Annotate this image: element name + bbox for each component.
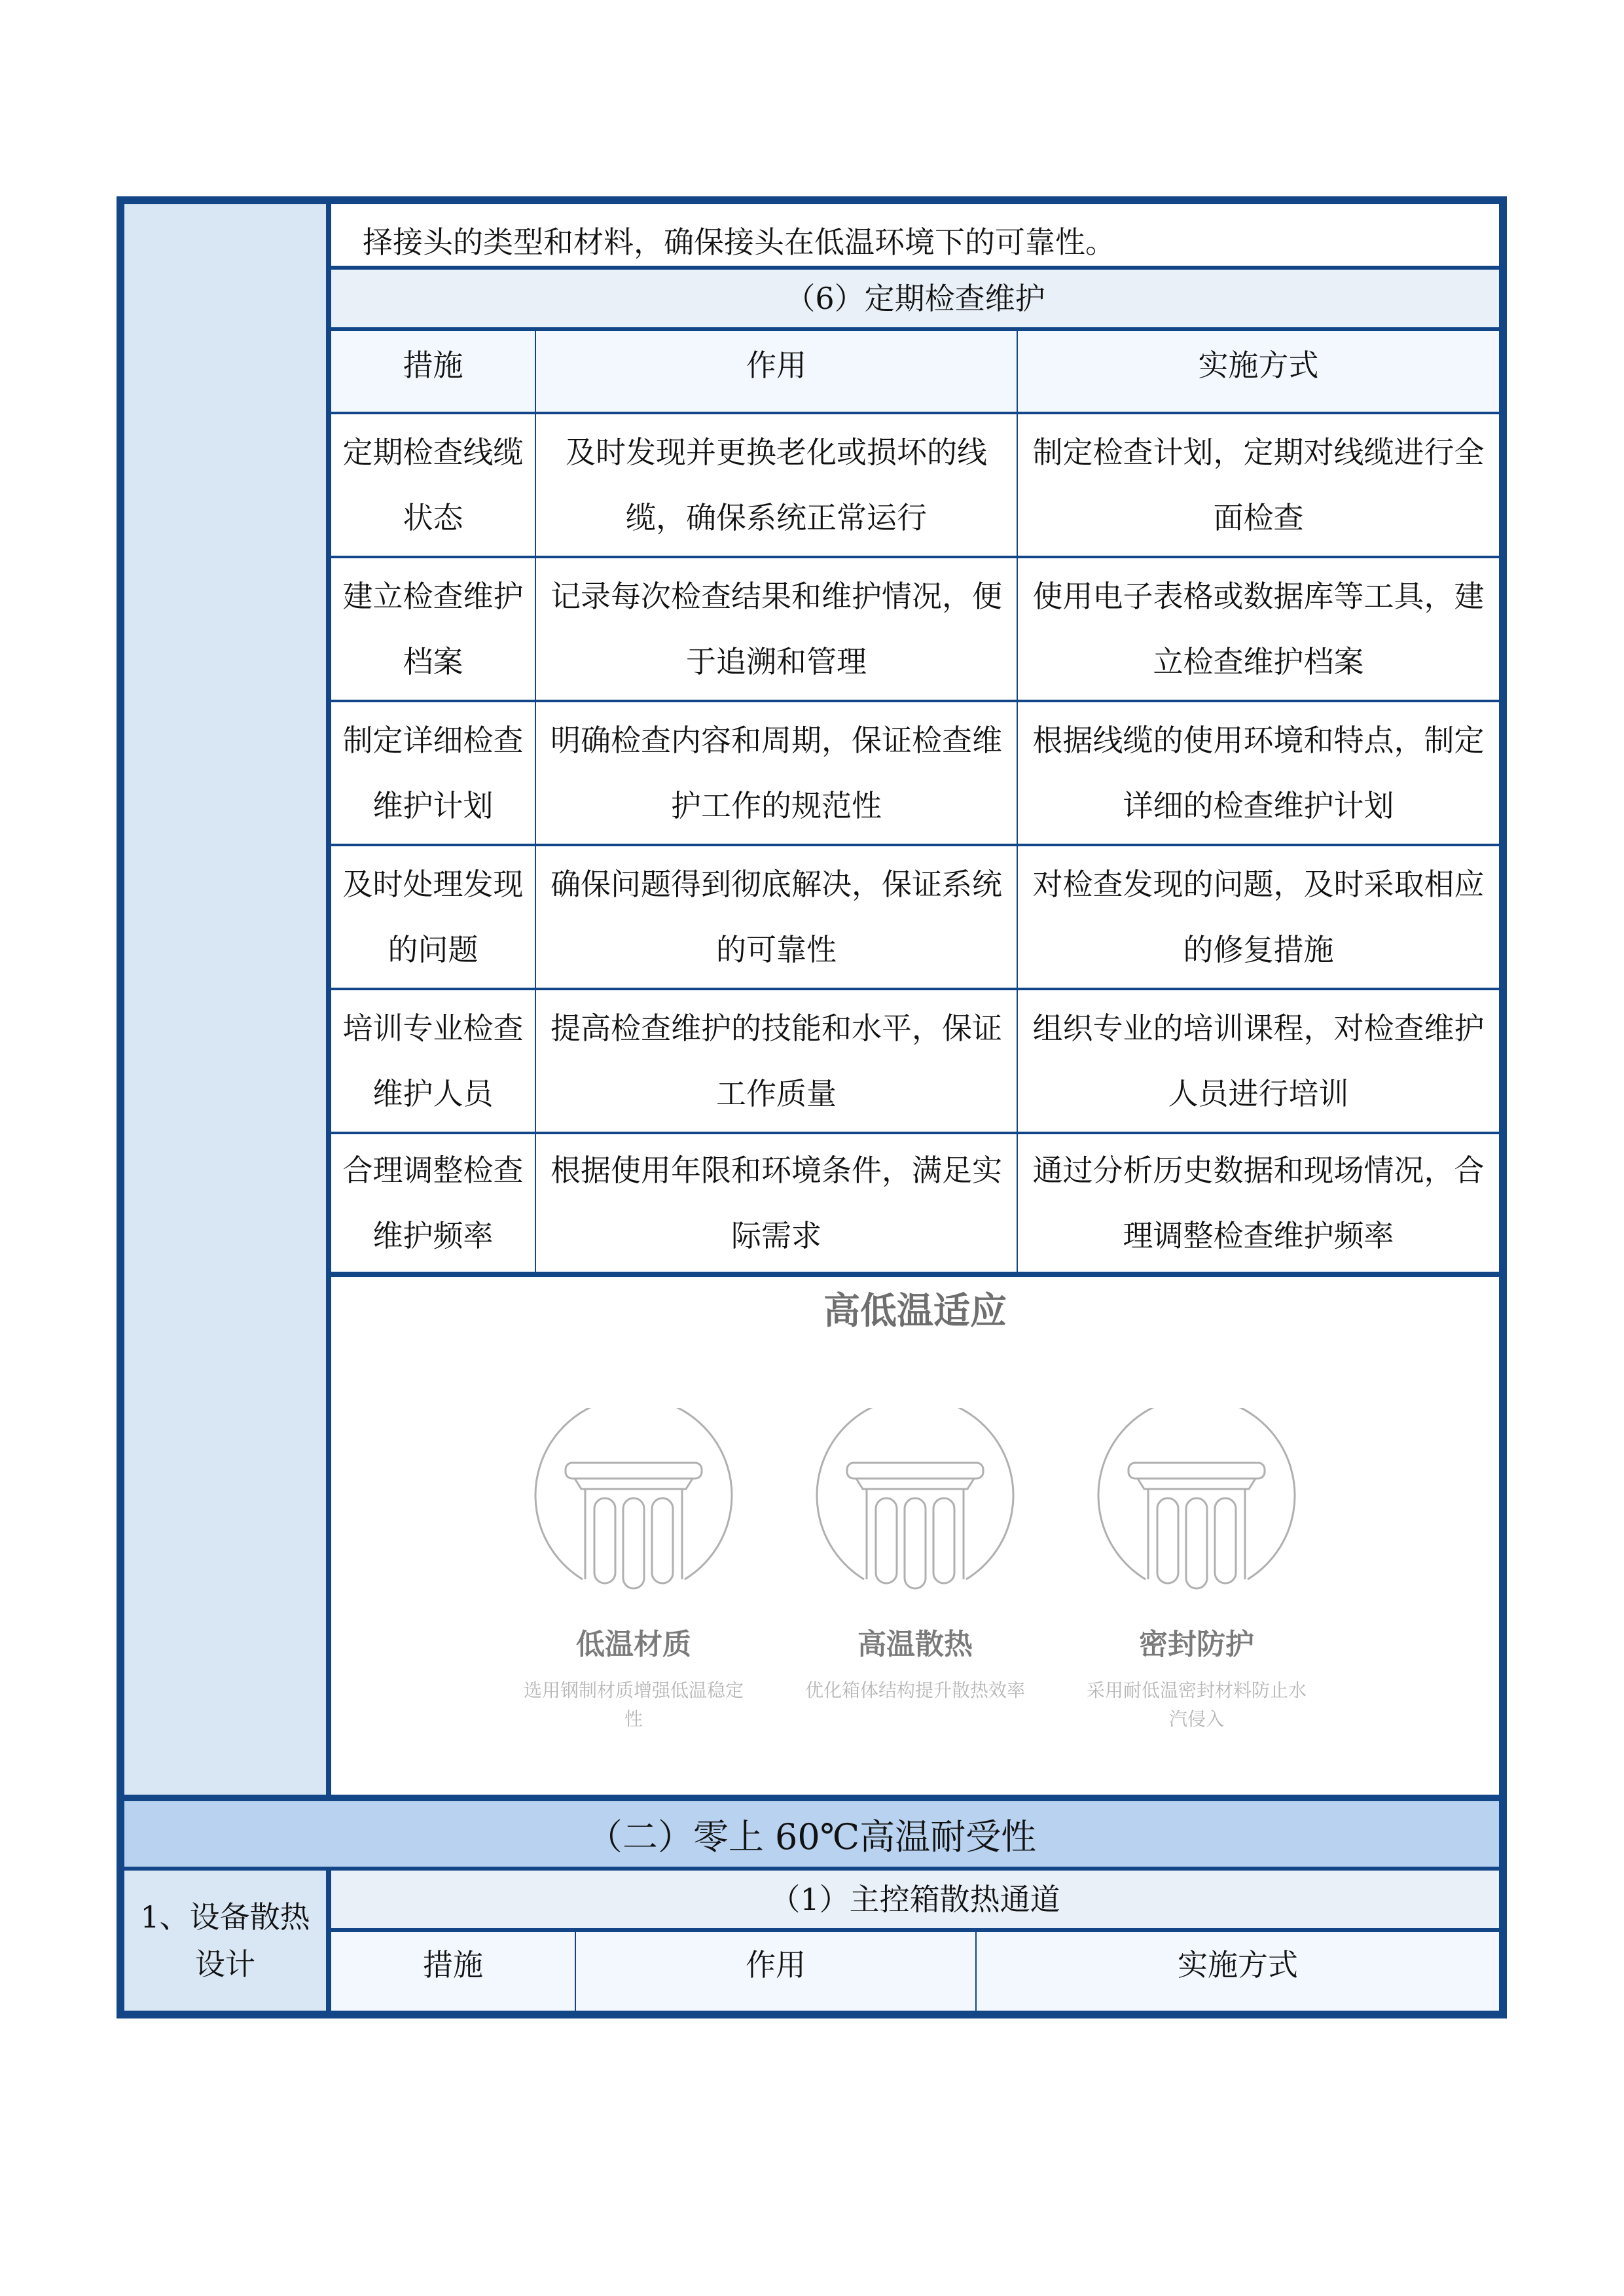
figure-title: 高低温适应	[823, 1290, 1007, 1333]
table-row-3-effect	[536, 846, 1017, 988]
heat-header-effect-text: 作用	[746, 1947, 806, 1982]
column-icon	[529, 1408, 738, 1604]
table-row-1-measure	[331, 558, 535, 700]
table-row-2-method	[1018, 702, 1499, 844]
cell-text: 通过分析历史数据和现场情况，合理调整检查维护频率	[1032, 1153, 1485, 1253]
heat-design-side-label	[124, 1871, 326, 2011]
cell-text: 制定检查计划，定期对线缆进行全面检查	[1032, 435, 1485, 535]
cell-text: 组织专业的培训课程，对检查维护人员进行培训	[1032, 1011, 1485, 1111]
table-row-5-effect	[536, 1134, 1017, 1272]
figure-item-high-temp-cooling	[804, 1408, 1025, 1761]
table-row-5-measure	[331, 1134, 535, 1272]
figure-item-label: 高温散热	[857, 1628, 973, 1661]
column-icon	[810, 1408, 1020, 1604]
cell-text: 及时发现并更换老化或损坏的线缆，确保系统正常运行	[566, 435, 987, 535]
figure-item-desc: 选用钢制材质增强低温稳定性	[523, 1679, 744, 1730]
cell-text: 根据使用年限和环境条件，满足实际需求	[550, 1153, 1002, 1253]
figure-item-label: 低温材质	[576, 1628, 691, 1661]
header-measure-text: 措施	[403, 348, 463, 383]
heat-design-subtitle-text: （1）主控箱散热通道	[770, 1882, 1060, 1917]
cell-text: 提高检查维护的技能和水平，保证工作质量	[550, 1011, 1002, 1111]
heat-header-method	[977, 1932, 1499, 2011]
table-row-0-method	[1018, 414, 1499, 556]
cell-text: 培训专业检查维护人员	[342, 1011, 524, 1111]
figure-item-label: 密封防护	[1139, 1628, 1254, 1661]
table-row-5-method	[1018, 1134, 1499, 1272]
figure-item-desc: 采用耐低温密封材料防止水汽侵入	[1086, 1679, 1307, 1730]
table-row-4-measure	[331, 990, 535, 1132]
cell-text: 明确检查内容和周期，保证检查维护工作的规范性	[550, 723, 1002, 823]
cell-text: 及时处理发现的问题	[342, 867, 524, 967]
cell-text: 根据线缆的使用环境和特点，制定详细的检查维护计划	[1032, 723, 1485, 823]
header-method	[1018, 331, 1499, 412]
section6-title-text: （6）定期检查维护	[785, 281, 1045, 316]
heat-header-method-text: 实施方式	[1178, 1947, 1298, 1982]
cell-text: 建立检查维护档案	[342, 579, 524, 679]
table-row-2-measure	[331, 702, 535, 844]
table-row-3-method	[1018, 846, 1499, 988]
continuation-text	[331, 204, 1499, 266]
section6-title	[331, 270, 1499, 327]
table-row-0-effect	[536, 414, 1017, 556]
side-column-empty	[124, 204, 326, 1795]
table-row-3-measure	[331, 846, 535, 988]
heat-design-side-label-text: 1、设备散热设计	[140, 1899, 310, 1982]
figure-item-seal-protection	[1086, 1408, 1307, 1761]
table-row-0-measure	[331, 414, 535, 556]
cell-text: 使用电子表格或数据库等工具，建立检查维护档案	[1032, 579, 1485, 679]
heat-header-measure-text: 措施	[423, 1947, 483, 1982]
table-row-1-method	[1018, 558, 1499, 700]
cell-text: 记录每次检查结果和维护情况，便于追溯和管理	[550, 579, 1002, 679]
section-two-title-text: （二）零上 60℃高温耐受性	[586, 1816, 1037, 1857]
document-table-frame	[117, 196, 1507, 2018]
figure-item-low-temp-material	[523, 1408, 744, 1761]
header-measure	[331, 331, 535, 412]
cell-text: 对检查发现的问题，及时采取相应的修复措施	[1032, 867, 1485, 967]
table-row-4-effect	[536, 990, 1017, 1132]
heat-header-effect	[576, 1932, 975, 2011]
heat-header-measure	[331, 1932, 575, 2011]
cell-text: 制定详细检查维护计划	[342, 723, 524, 823]
cell-text: 合理调整检查维护频率	[342, 1153, 524, 1253]
column-icon	[1092, 1408, 1301, 1604]
section-two-title	[124, 1801, 1499, 1867]
table-row-1-effect	[536, 558, 1017, 700]
table-row-2-effect	[536, 702, 1017, 844]
heat-design-subtitle	[331, 1871, 1499, 1928]
continuation-text-content: 择接头的类型和材料，确保接头在低温环境下的可靠性。	[363, 224, 1115, 260]
cell-text: 定期检查线缆状态	[342, 435, 524, 535]
figure-cell	[331, 1277, 1499, 1795]
table-row-4-method	[1018, 990, 1499, 1132]
header-method-text: 实施方式	[1198, 348, 1319, 383]
figure-item-desc: 优化箱体结构提升散热效率	[804, 1679, 1025, 1701]
header-effect	[536, 331, 1017, 412]
header-effect-text: 作用	[746, 348, 806, 383]
cell-text: 确保问题得到彻底解决，保证系统的可靠性	[550, 867, 1002, 967]
